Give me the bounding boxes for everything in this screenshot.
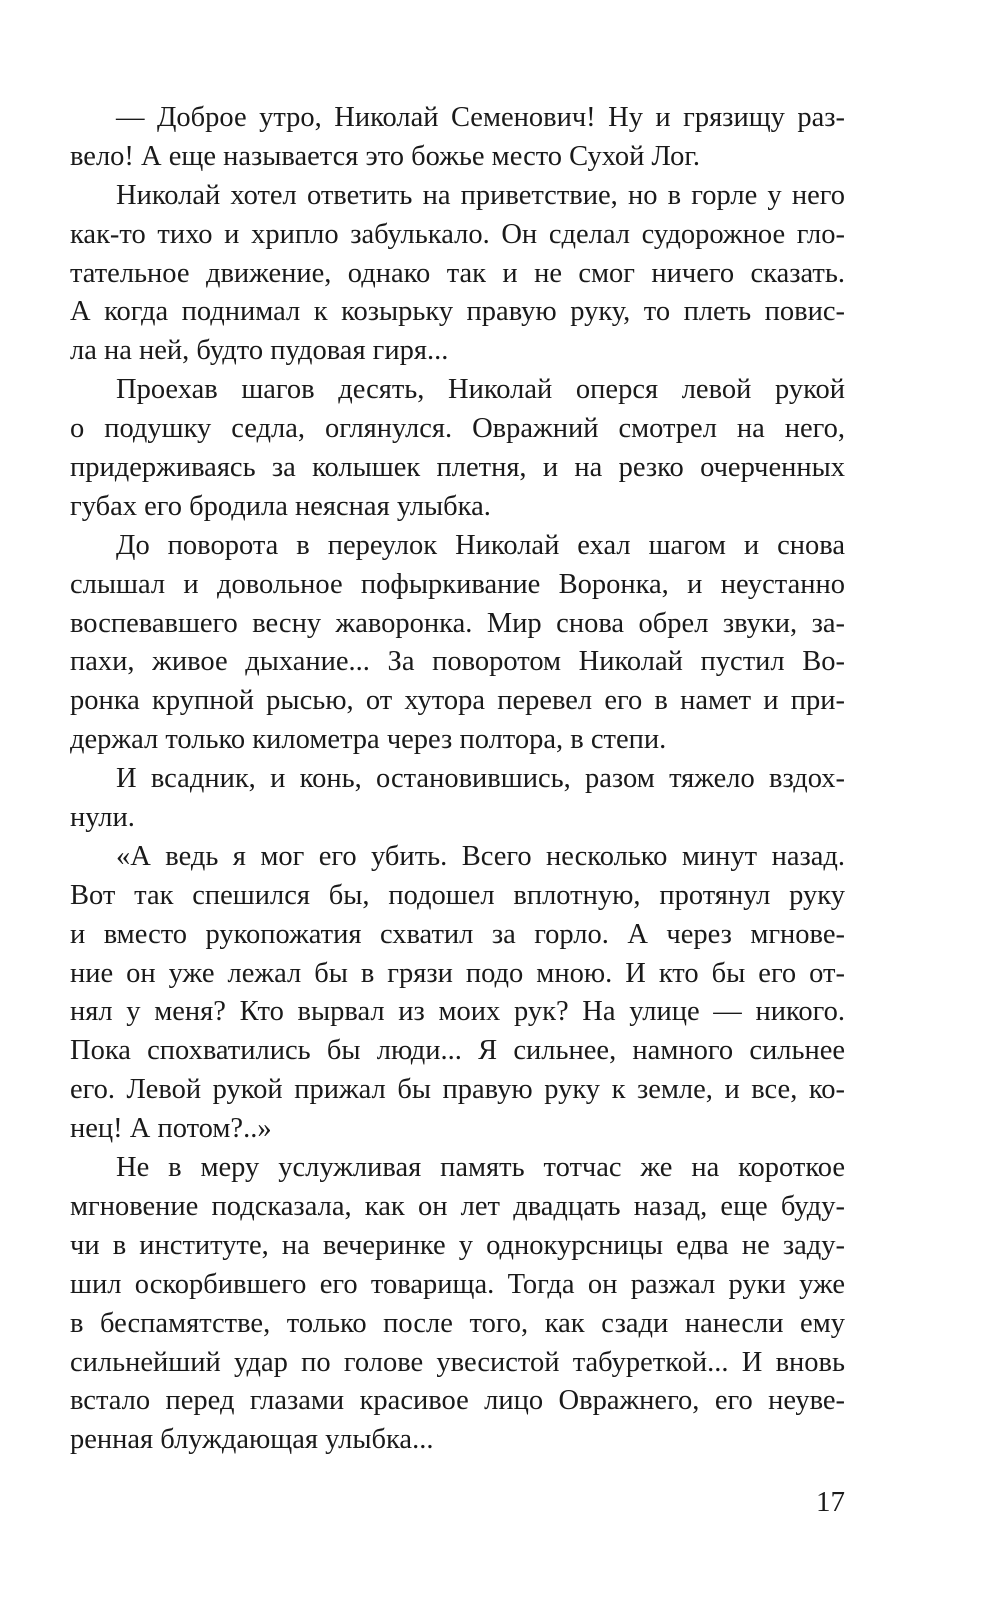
text-line: губах его бродила неясная улыбка. — [70, 490, 491, 522]
text-line: «А ведь я мог его убить. Всего несколько минут назад. — [116, 840, 845, 872]
text-line: Николай хотел ответить на приветствие, но в горле у него — [116, 179, 845, 211]
text-line: Пока спохватились бы люди... Я сильнее, намного сильнее — [70, 1035, 845, 1067]
text-line: придерживаясь за колышек плетня, и на резко очерченных — [70, 452, 845, 484]
text-line: его. Левой рукой прижал бы правую руку к земле, и все, ко- — [70, 1074, 845, 1106]
text-line: как-то тихо и хрипло забулькало. Он сделал судорожное гло- — [70, 218, 845, 250]
text-line: тательное движение, однако так и не смог ничего сказать. — [70, 257, 845, 289]
text-line: До поворота в переулок Николай ехал шагом и снова — [116, 529, 845, 561]
text-line: нец! А потом?..» — [70, 1113, 272, 1145]
text-line: и вместо рукопожатия схватил за горло. А через мгнове- — [70, 918, 845, 950]
text-line: о подушку седла, оглянулся. Овражний смотрел на него, — [70, 413, 845, 445]
text-line: встало перед глазами красивое лицо Овражнего, его неуве- — [70, 1385, 845, 1417]
text-line: слышал и довольное пофыркивание Воронка, и неустанно — [70, 568, 845, 600]
text-line: нял у меня? Кто вырвал из моих рук? На улице — никого. — [70, 996, 845, 1028]
text-line: мгновение подсказала, как он лет двадцать назад, еще буду- — [70, 1190, 845, 1222]
text-line: ние он уже лежал бы в грязи подо мною. И кто бы его от- — [70, 957, 845, 989]
text-line: — Доброе утро, Николай Семенович! Ну и грязищу раз- — [116, 102, 845, 133]
text-line: нули. — [70, 802, 135, 834]
text-line: Не в меру услужливая память тотчас же на короткое — [116, 1152, 845, 1184]
text-line: воспевавшего весну жаворонка. Мир снова обрел звуки, за- — [70, 607, 845, 639]
text-line: в беспамятстве, только после того, как сзади нанесли ему — [70, 1307, 845, 1339]
text-line: пахи, живое дыхание... За поворотом Николай пустил Во- — [70, 646, 845, 678]
text-line: Проехав шагов десять, Николай оперся левой рукой — [116, 374, 845, 406]
text-line: ронка крупной рысью, от хутора перевел его в намет и при- — [70, 685, 845, 717]
text-line: ренная блуждающая улыбка... — [70, 1424, 434, 1456]
text-line: А когда поднимал к козырьку правую руку, то плеть повис- — [70, 296, 845, 328]
body-text — [70, 99, 845, 1460]
text-line: Вот так спешился бы, подошел вплотную, протянул руку — [70, 879, 845, 911]
text-line: И всадник, и конь, остановившись, разом тяжело вздох- — [116, 763, 845, 795]
text-line: вело! А еще называется это божье место Сухой Лог. — [70, 140, 700, 172]
text-line: ла на ней, будто пудовая гиря... — [70, 335, 449, 367]
text-line: сильнейший удар по голове увесистой табуреткой... И вновь — [70, 1346, 845, 1378]
page-number: 17 — [816, 1486, 845, 1518]
text-line: держал только километра через полтора, в степи. — [70, 724, 667, 756]
text-line: чи в институте, на вечеринке у однокурсницы едва не заду- — [70, 1229, 845, 1261]
text-line: шил оскорбившего его товарища. Тогда он разжал руки уже — [70, 1268, 845, 1300]
